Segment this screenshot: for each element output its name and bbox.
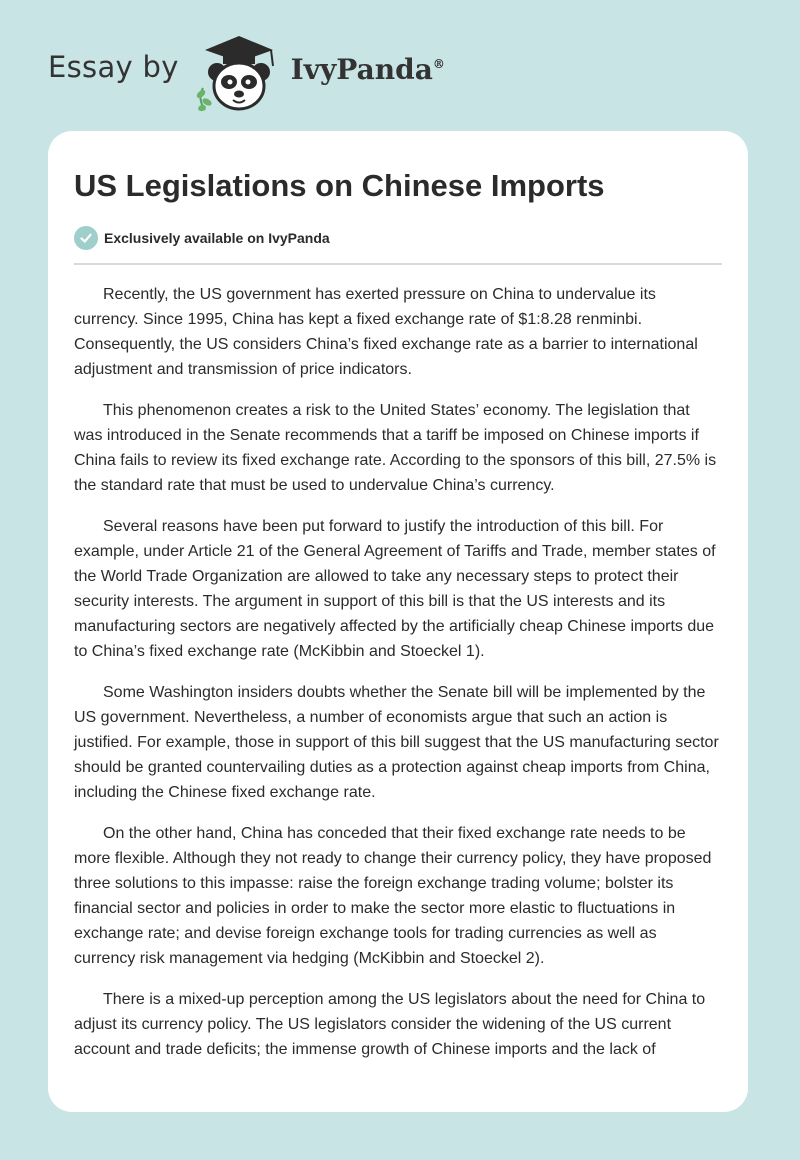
paragraph: This phenomenon creates a risk to the United States’ economy. The legislation that was introduced in the Senate recommends that a tariff be imposed on Chinese imports if China fails to review its fixed exchange rate. According to the sponsors of this bill, 27.5% is the standard rate that must be used to undervalue China’s currency. xyxy=(74,402,717,494)
registered-mark: ® xyxy=(432,56,445,71)
exclusive-badge-label: Exclusively available on IvyPanda xyxy=(104,230,330,246)
exclusive-badge xyxy=(74,226,722,250)
paragraph: Some Washington insiders doubts whether the Senate bill will be implemented by the US government. Nevertheless, a number of economists argue that such an action is justified. For example, those in support of this bill suggest that the US manufacturing sector should be granted countervailing duties as a protection against cheap imports from China, including the Chinese fixed exchange rate. xyxy=(74,684,719,801)
paragraph: Several reasons have been put forward to justify the introduction of this bill. For example, under Article 21 of the General Agreement of Tariffs and Trade, member states of the World Trade Organization are allowed to take any necessary steps to protect their security interests. The argument in support of this bill is that the US interests and its manufacturing sectors are negatively affected by the artificially cheap Chinese imports due to China’s fixed exchange rate (McKibbin and Stoeckel 1). xyxy=(74,518,716,660)
essay-by-label: Essay by xyxy=(48,50,179,84)
paragraph: There is a mixed-up perception among the US legislators about the need for China to adjust its currency policy. The US legislators consider the widening of the US current account and trade deficits; the immense growth of Chinese imports and the lack of xyxy=(74,991,706,1058)
essay-body xyxy=(74,282,722,1062)
paragraph: Recently, the US government has exerted pressure on China to undervalue its currency. Since 1995, China has kept a fixed exchange rate of $1:8.28 renminbi. Consequently, the US considers China’s fixed exchange rate as a barrier to international adjustment and transmission of price indicators. xyxy=(74,286,698,378)
site-header xyxy=(48,26,548,116)
panda-logo-icon[interactable] xyxy=(193,28,285,114)
paragraph: On the other hand, China has conceded that their fixed exchange rate needs to be more flexible. Although they not ready to change their currency policy, they have proposed three solutions to this impasse: raise the foreign exchange trading volume; bolster its financial sector and policies in order to make the sector more elastic to fluctuations in exchange rate; and devise foreign exchange tools for trading currencies as well as currency risk management via hedging (McKibbin and Stoeckel 2). xyxy=(74,825,712,967)
page-title: US Legislations on Chinese Imports xyxy=(74,168,605,203)
essay-card xyxy=(48,131,748,1112)
divider xyxy=(74,263,722,265)
brand-name[interactable]: IvyPanda® xyxy=(290,52,445,86)
check-circle-icon xyxy=(74,226,98,250)
